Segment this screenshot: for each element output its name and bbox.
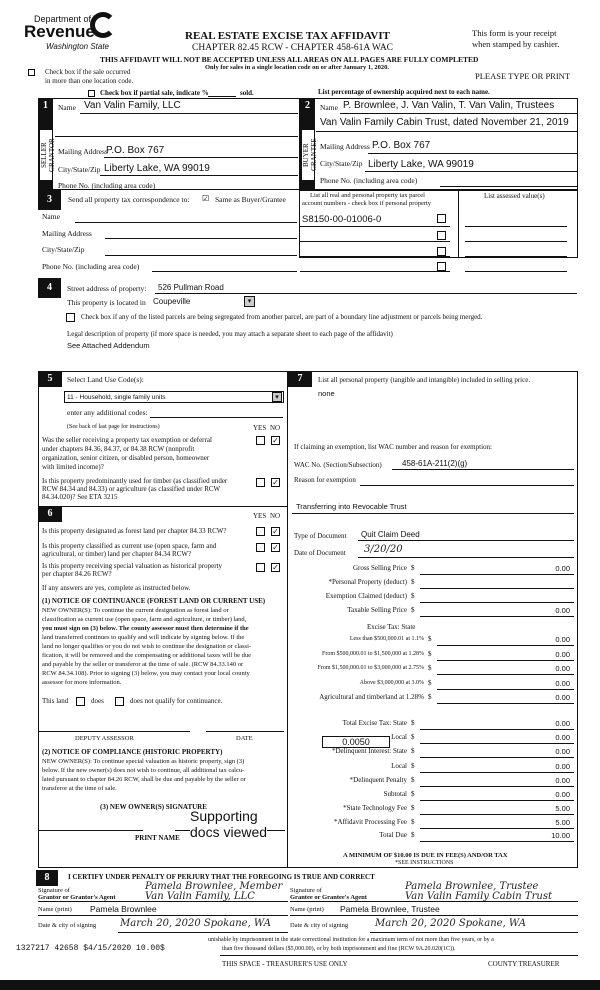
form-title: REAL ESTATE EXCISE TAX AFFIDAVIT	[185, 30, 390, 42]
please-type: PLEASE TYPE OR PRINT	[475, 71, 571, 81]
dollar-sign: $	[411, 790, 415, 798]
land-does-not-checkbox[interactable]	[115, 697, 124, 706]
tax-row-value[interactable]: 0.00	[555, 606, 570, 615]
if-yes-note: If any answers are yes, complete as instructed below.	[42, 584, 191, 592]
forest-question: Is this property designated as forest land per chapter 84.33 RCW?	[42, 527, 227, 535]
logo-revenue: Revenue	[24, 22, 95, 41]
location-dropdown-icon[interactable]: ▾	[244, 296, 255, 307]
exemption-no-checkbox[interactable]: ✓	[272, 436, 279, 445]
minimum-note: A MINIMUM OF $10.00 IS DUE IN FEE(S) AND/OR TAX	[343, 852, 508, 859]
tax-row-label: Subtotal	[383, 790, 407, 798]
new-owner-signature-field[interactable]	[38, 830, 143, 831]
assessor-date-label: DATE	[236, 735, 253, 742]
parcel-header-2: account numbers - check box if personal property	[302, 200, 432, 207]
street-field[interactable]: 526 Pullman Road	[158, 283, 224, 292]
historic-question: Is this property receiving special valuation as historical property per chapter 84.26 RCW?	[42, 562, 223, 578]
grantor-date-label: Date & city of signing	[38, 922, 97, 929]
dollar-sign: $	[428, 693, 432, 701]
tax-row-label: Local	[391, 733, 407, 741]
personal-property-checkbox[interactable]	[437, 247, 446, 256]
docs-viewed-stamp: docs viewed	[190, 824, 268, 840]
warning-text: THIS AFFIDAVIT WILL NOT BE ACCEPTED UNLESS ALL AREAS ON ALL PAGES ARE FULLY COMPLETED	[100, 55, 479, 64]
see-back-note: (See back of last page for instructions)	[67, 424, 160, 430]
tax-row-value[interactable]: 5.00	[555, 804, 570, 813]
yes-header: YES	[253, 512, 267, 520]
tax-row-label: *State Technology Fee	[343, 804, 407, 812]
tax-row-value[interactable]: 0.00	[555, 664, 570, 673]
section-1-badge: 1	[38, 98, 53, 190]
tax-row-label: Exemption Claimed (deduct)	[325, 592, 407, 600]
tax-row-value[interactable]: 0.00	[555, 635, 570, 644]
grantee-date-field[interactable]: March 20, 2020 Spokane, WA	[375, 918, 526, 929]
grantor-date-field[interactable]: March 20, 2020 Spokane, WA	[120, 918, 271, 929]
seller-grantor-label: SELLER GRANTOR	[40, 130, 52, 180]
receipt-note-2: when stamped by cashier.	[472, 39, 560, 49]
seller-phone-field[interactable]	[155, 189, 298, 190]
treasurer-use-label: THIS SPACE - TREASURER'S USE ONLY	[222, 960, 348, 968]
tax-row-label: *Personal Property (deduct)	[328, 578, 407, 586]
doc-date-label: Date of Document	[294, 549, 346, 557]
dollar-sign: $	[411, 733, 415, 741]
tax-row-label: Total Due	[379, 831, 407, 839]
tax-row-label: From $1,500,000.01 to $3,000,000 at 2.75%	[317, 665, 424, 671]
grantor-signature-label: Signature of Grantor or Grantor's Agent	[38, 887, 116, 901]
tax-row-label: *Delinquent Interest: State	[331, 747, 407, 755]
corr-mail-label: Mailing Address	[42, 229, 92, 238]
tax-row-value[interactable]: 0.00	[555, 776, 570, 785]
does-label: does	[91, 697, 104, 705]
segregated-checkbox[interactable]	[66, 313, 75, 322]
tax-row-value[interactable]: 5.00	[555, 818, 570, 827]
tax-row-label: Taxable Selling Price	[347, 606, 407, 614]
tax-row-value[interactable]: 0.00	[555, 719, 570, 728]
assessor-date-field[interactable]	[206, 731, 284, 732]
land-does-checkbox[interactable]	[76, 697, 85, 706]
section-6-badge: 6	[38, 506, 62, 522]
send-correspondence-label: Send all property tax correspondence to:	[68, 195, 190, 204]
buyer-city-field[interactable]: Liberty Lake, WA 99019	[368, 159, 474, 170]
seller-name-field[interactable]: Van Valin Family, LLC	[84, 100, 181, 111]
logo-swoosh-icon	[90, 12, 116, 38]
dollar-sign: $	[428, 650, 432, 658]
buyer-mail-field[interactable]: P.O. Box 767	[372, 140, 431, 151]
dollar-sign: $	[411, 719, 415, 727]
grantee-name-label: Name (print)	[290, 906, 324, 913]
current-use-question: Is this property classified as current use (open space, farm and agricultural, or timber) land per chapter 84.34 RCW?	[42, 542, 217, 558]
buyer-city-label: City/State/Zip	[320, 159, 363, 168]
tax-row-value[interactable]: 0.00	[555, 762, 570, 771]
wac-label: WAC No. (Section/Subsection)	[294, 461, 382, 469]
form-subtitle: CHAPTER 82.45 RCW - CHAPTER 458-61A WAC	[192, 43, 394, 53]
parcel-number-4[interactable]	[300, 271, 450, 272]
tax-row-value[interactable]: 0.00	[555, 790, 570, 799]
exemption-question: Was the seller receiving a property tax exemption or deferral under chapters 84.36, 84.37, or 84.38 RCW (nonprofit organization, senior citizen, or disabled person, homeowner with limited income)?	[42, 436, 212, 471]
land-use-select[interactable]: 11 - Household, single family units	[64, 391, 284, 403]
personal-property-checkbox[interactable]	[437, 262, 446, 271]
forest-no-checkbox[interactable]: ✓	[272, 527, 279, 536]
dollar-sign: $	[428, 635, 432, 643]
tax-row-label: *Delinquent Penalty	[349, 776, 407, 784]
doc-date-field[interactable]: 3/20/20	[364, 544, 403, 555]
multi-location-label: Check box if the sale occurred	[45, 68, 131, 76]
section-7-badge: 7	[288, 371, 312, 387]
supporting-docs-stamp: Supporting	[190, 808, 258, 824]
corr-name-label: Name	[42, 212, 60, 221]
tax-row-label: Agricultural and timberland at 1.28%	[319, 693, 424, 701]
dollar-sign: $	[411, 747, 415, 755]
no-header: NO	[270, 424, 281, 432]
timber-no-checkbox[interactable]: ✓	[272, 478, 279, 487]
dollar-sign: $	[411, 762, 415, 770]
exemption-yes-checkbox[interactable]	[256, 436, 265, 445]
grantee-name-field[interactable]: Pamela Brownlee, Trustee	[340, 904, 440, 914]
buyer-phone-field[interactable]	[440, 186, 577, 187]
section-4-badge: 4	[38, 278, 61, 298]
perjury-note: unishable by imprisonment in the state correctional institution for a maximum term of not more than five years, or by a	[208, 937, 494, 943]
section-8-badge: 8	[36, 870, 58, 886]
dollar-sign: $	[411, 606, 415, 614]
section-3-badge: 3	[38, 190, 61, 210]
dollar-sign: $	[428, 664, 432, 672]
does-not-label: does not qualify for continuance.	[130, 697, 223, 705]
section-5-badge: 5	[38, 371, 62, 387]
new-owner-signature-title: (3) NEW OWNER(S) SIGNATURE	[100, 803, 207, 811]
certify-statement: I CERTIFY UNDER PENALTY OF PERJURY THAT THE FOREGOING IS TRUE AND CORRECT	[68, 873, 375, 881]
located-label: This property is located in	[67, 298, 146, 307]
personal-property-field[interactable]: none	[318, 389, 335, 398]
tax-row-value[interactable]: 0.00	[555, 693, 570, 702]
additional-codes-field[interactable]	[150, 417, 283, 418]
grantee-signature-label: Signature of Grantee or Grantee's Agent	[290, 887, 367, 901]
tax-row-label: Gross Selling Price	[352, 564, 407, 572]
current-use-yes-checkbox[interactable]	[256, 543, 265, 552]
same-as-buyer-checkbox[interactable]: ☑	[202, 194, 210, 203]
corr-city-field[interactable]	[105, 255, 297, 256]
logo-state: Washington State	[46, 42, 110, 51]
notice-compliance-title: (2) NOTICE OF COMPLIANCE (HISTORIC PROPERTY)	[42, 748, 223, 756]
same-as-buyer-label: Same as Buyer/Grantee	[215, 195, 286, 204]
deputy-assessor-field[interactable]	[38, 731, 190, 732]
dollar-sign: $	[411, 592, 415, 600]
see-instructions: *SEE INSTRUCTIONS	[395, 860, 454, 866]
grantor-signature[interactable]: Pamela Brownlee, Member Van Valin Family, LLC	[145, 881, 283, 902]
seller-phone-label: Phone No. (including area code)	[58, 181, 156, 190]
logo-dept: Department of	[34, 14, 92, 24]
corr-mail-field[interactable]	[105, 238, 297, 239]
tax-row-label: *Affidavit Processing Fee	[334, 818, 407, 826]
local-rate-box: 0.0050	[322, 736, 390, 748]
dollar-sign: $	[411, 804, 415, 812]
tax-row-value[interactable]: 0.00	[555, 564, 570, 573]
dollar-sign: $	[411, 818, 415, 826]
notice-continuance-text: NEW OWNER(S): To continue the current designation as forest land or classification as current use (open space, farm and agriculture, or timber) land, you must sign on (3) below. The county assessor must then determine if the land transferred continues to qualify and will indicate by signing below. If the land no longer qualifies or you do not wish to continue the designation or classi- fication, it will be removed and the compensating or additional taxes will be due and payable by the seller or transferor at the time of sale. (RCW 84.33.140 or RCW 84.34.108). Prior to signing (3) below, you may contact your local county assessor for more information.	[42, 607, 252, 686]
only-for-text: Only for sales in a single location code on or after January 1, 2020.	[205, 64, 389, 71]
multi-location-label-2: in more than one location code.	[45, 77, 134, 85]
buyer-name-label: Name	[320, 103, 338, 112]
tax-row-value[interactable]: 0.00	[555, 650, 570, 659]
buyer-mail-label: Mailing Address	[320, 142, 370, 151]
tax-row-value[interactable]: 0.00	[555, 747, 570, 756]
corr-phone-field[interactable]	[152, 271, 297, 272]
corr-name-field[interactable]	[75, 222, 297, 223]
grantee-signature[interactable]: Pamela Brownlee, Trustee Van Valin Family Cabin Trust	[405, 881, 552, 902]
no-header: NO	[270, 512, 281, 520]
assessed-value-field[interactable]	[465, 241, 567, 242]
timber-question: Is this property predominantly used for timber (as classified under RCW 84.34 and 84.33) or agriculture (as classified under RCW 84.34.020)? See ETA 3215	[42, 477, 228, 501]
sold-label: sold.	[240, 89, 254, 97]
parcel-header: List all real and personal property tax parcel	[310, 192, 425, 199]
yes-header: YES	[253, 424, 267, 432]
print-name-label: PRINT NAME	[135, 834, 180, 842]
tax-row-label: Less than $500,000.01 at 1.1%	[349, 636, 424, 642]
timber-yes-checkbox[interactable]	[256, 478, 265, 487]
seller-mail-field[interactable]: P.O. Box 767	[106, 145, 165, 156]
doc-type-label: Type of Document	[294, 532, 347, 540]
additional-codes-label: enter any additional codes:	[67, 408, 148, 417]
this-land-label: This land	[42, 697, 69, 705]
assessed-value-field[interactable]	[465, 271, 567, 272]
historic-yes-checkbox[interactable]	[256, 563, 265, 572]
personal-property-label: List all personal property (tangible and intangible) included in selling price.	[318, 376, 531, 384]
excise-state-label: Excise Tax: State	[367, 623, 416, 631]
reason-label: Reason for exemption	[294, 476, 356, 484]
partial-sale-label: Check box if partial sale, indicate %	[100, 89, 209, 97]
dollar-sign: $	[411, 776, 415, 784]
partial-percent-field[interactable]	[208, 96, 236, 97]
reason-field[interactable]: Transferring into Revocable Trust	[296, 502, 407, 511]
tax-row-label: Above $3,000,000 at 3.0%	[359, 680, 424, 686]
partial-sale-checkbox[interactable]	[88, 90, 95, 97]
corr-city-label: City/State/Zip	[42, 245, 85, 254]
grantor-name-field[interactable]: Pamela Brownlee	[90, 904, 157, 914]
seller-city-field[interactable]: Liberty Lake, WA 99019	[104, 163, 210, 174]
tax-row-label: Total Excise Tax: State	[342, 719, 407, 727]
assessed-value-field[interactable]	[465, 226, 567, 227]
seller-name-label: Name	[58, 103, 76, 112]
parcel-number-2[interactable]	[300, 241, 450, 242]
dollar-sign: $	[411, 578, 415, 586]
tax-row-value[interactable]: 0.00	[555, 733, 570, 742]
cashier-receipt-stamp: 1327217 42658 $4/15/2020 10.00$	[16, 944, 165, 953]
legal-description-field[interactable]: See Attached Addendum	[67, 341, 150, 350]
dollar-sign: $	[428, 679, 432, 687]
buyer-name-field-2[interactable]: Van Valin Family Cabin Trust, dated November 21, 2019	[320, 117, 569, 128]
notice-continuance-title: (1) NOTICE OF CONTINUANCE (FOREST LAND OR CURRENT USE)	[42, 597, 266, 605]
buyer-phone-label: Phone No. (including area code)	[320, 176, 418, 185]
tax-row-value[interactable]: 0.00	[555, 679, 570, 688]
county-treasurer-label: COUNTY TREASURER	[488, 960, 560, 968]
doc-type-field[interactable]: Quit Claim Deed	[361, 530, 420, 539]
assessed-header: List assessed value(s)	[484, 192, 545, 200]
seller-city-label: City/State/Zip	[58, 165, 101, 174]
dollar-sign: $	[411, 564, 415, 572]
exemption-claim-label: If claiming an exemption, list WAC number and reason for exemption:	[294, 443, 492, 451]
ownership-note: List percentage of ownership acquired next to each name.	[318, 88, 490, 96]
tax-row-value[interactable]: 10.00	[551, 831, 570, 840]
location-select[interactable]: Coupeville	[153, 297, 191, 306]
deputy-assessor-label: DEPUTY ASSESSOR	[75, 735, 134, 742]
historic-no-checkbox[interactable]: ✓	[272, 563, 279, 572]
parcel-number-3[interactable]	[300, 256, 450, 257]
segregated-label: Check box if any of the listed parcels are being segregated from another parcel, are part of a boundary line adjustment or parcels being merged.	[81, 313, 483, 321]
personal-property-checkbox[interactable]	[437, 214, 446, 223]
grantee-date-label: Date & city of signing	[290, 922, 349, 929]
multi-location-checkbox[interactable]	[28, 69, 35, 76]
current-use-no-checkbox[interactable]: ✓	[272, 543, 279, 552]
grantor-name-label: Name (print)	[38, 906, 72, 913]
perjury-note-2: than five thousand dollars ($5,000.00), or by both imprisonment and fine (RCW 9A.20.020(1C)).	[222, 946, 456, 952]
land-use-label: Select Land Use Code(s):	[67, 375, 144, 384]
corr-phone-label: Phone No. (including area code)	[42, 262, 140, 271]
forest-yes-checkbox[interactable]	[256, 527, 265, 536]
tax-row-label: From $500,000.01 to $1,500,000 at 1.28%	[322, 651, 424, 657]
buyer-name-field[interactable]: P. Brownlee, J. Van Valin, T. Van Valin, Trustees	[343, 100, 555, 111]
tax-row-label: Local	[391, 762, 407, 770]
legal-label: Legal description of property (if more space is needed, you may attach a separate sheet to each page of the affidavit)	[67, 330, 393, 338]
dollar-sign: $	[411, 831, 415, 839]
receipt-note: This form is your receipt	[472, 28, 557, 38]
street-label: Street address of property:	[67, 284, 147, 293]
land-use-dropdown-icon[interactable]: ▾	[272, 392, 282, 402]
section-2-badge: 2	[300, 98, 315, 190]
notice-compliance-text: NEW OWNER(S): To continue special valuation as historic property, sign (3) below. If the new owner(s) does not wish to continue, all additional tax calcu- lated pursuant to chapter 84.26 RCW, shall be due and payable by the seller or transferor at the time of sale.	[42, 758, 246, 792]
parcel-number[interactable]: S8150-00-01006-0	[302, 214, 382, 225]
wac-field[interactable]: 458-61A-211(2)(g)	[402, 459, 468, 468]
seller-mail-label: Mailing Address	[58, 147, 108, 156]
buyer-grantee-label: BUYER GRANTEE	[302, 130, 314, 180]
personal-property-checkbox[interactable]	[437, 231, 446, 240]
assessed-value-field[interactable]	[465, 256, 567, 257]
